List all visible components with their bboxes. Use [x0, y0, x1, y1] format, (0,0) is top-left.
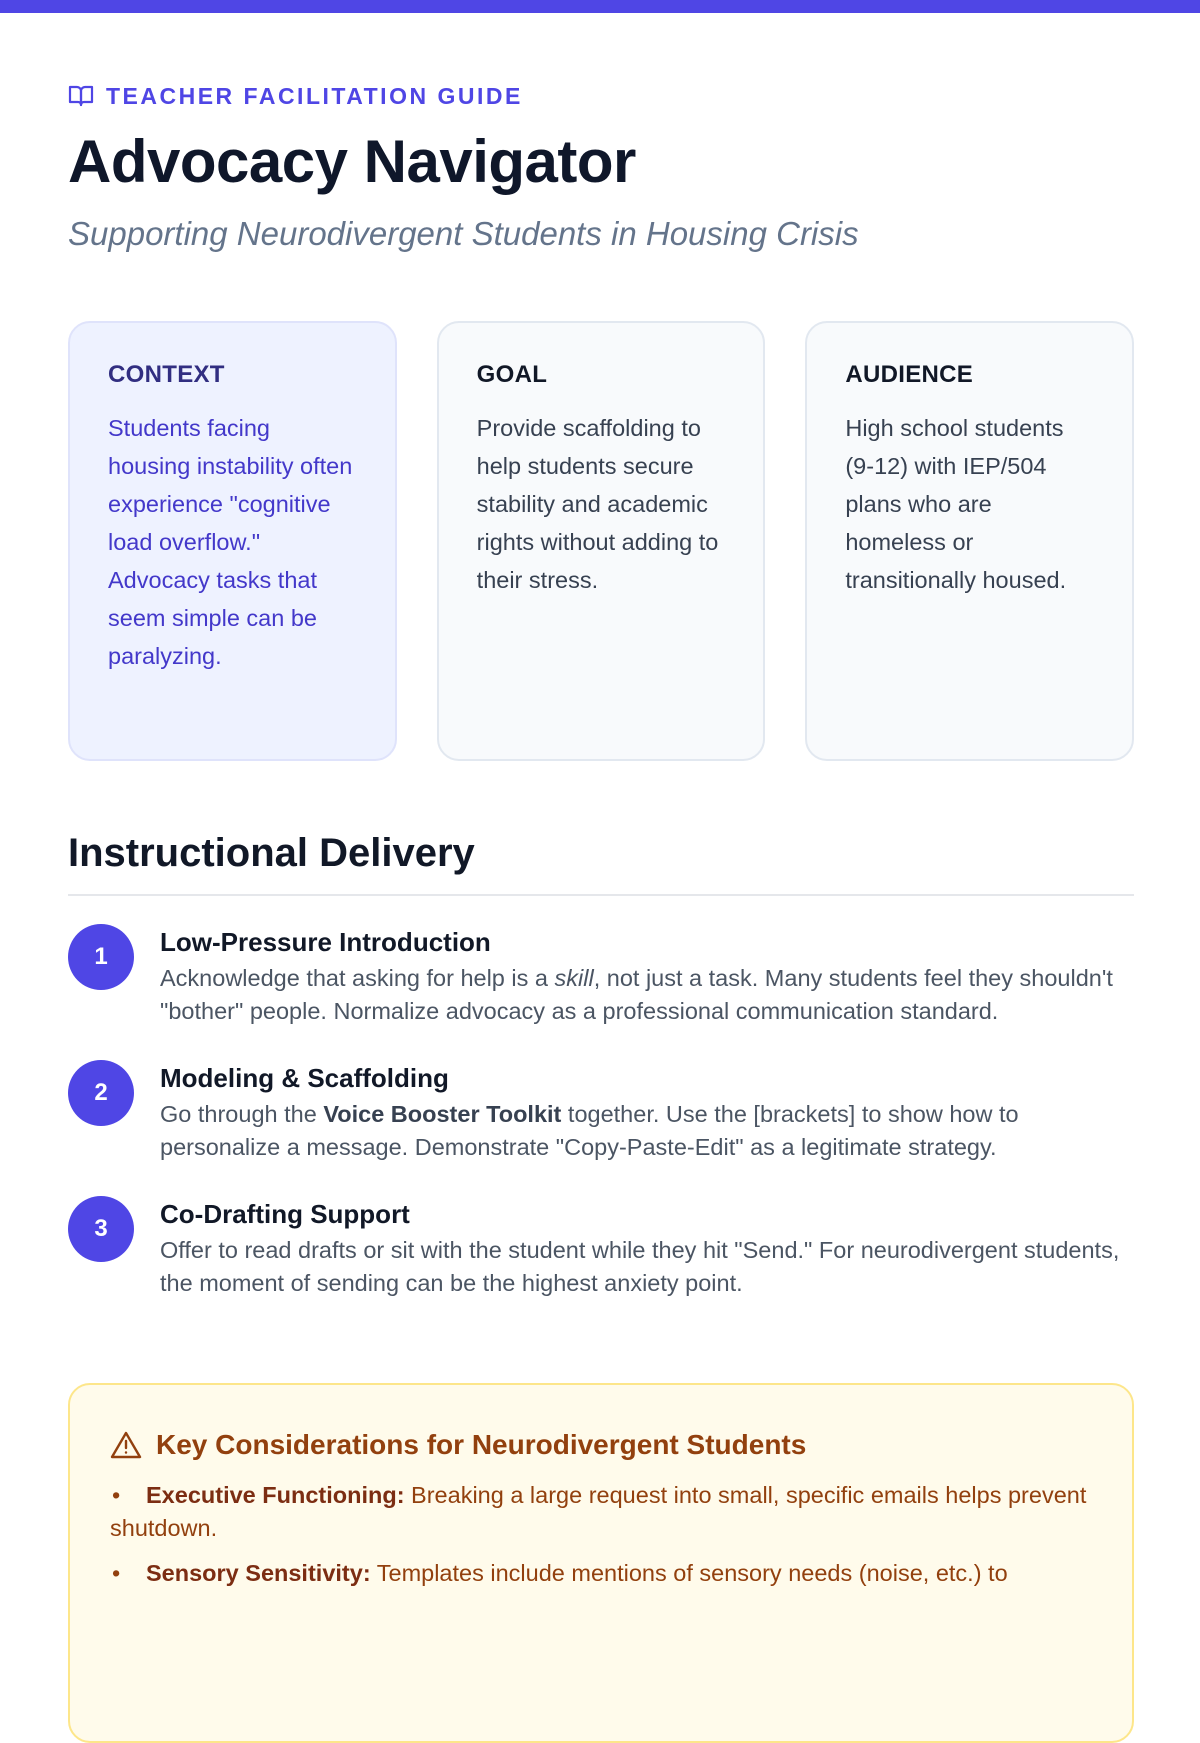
goal-card: [437, 321, 766, 761]
card-title: GOAL: [476, 361, 548, 388]
card-body: High school students (9-12) with IEP/504 plans who are homeless or transitionally housed.: [845, 415, 1067, 593]
section-title-delivery: Instructional Delivery: [68, 831, 475, 875]
step-description: Offer to read drafts or sit with the student while they hit "Send." For neurodivergent students, the moment of sending can be the highest anxiety point.: [160, 1237, 1120, 1296]
context-card: [68, 321, 397, 761]
delivery-steps: [68, 922, 1134, 1330]
item-text: Templates include mentions of sensory needs (noise, etc.) to: [370, 1560, 1008, 1586]
card-title: CONTEXT: [108, 361, 225, 388]
step-description: [160, 1098, 1134, 1164]
step-desc-text: Acknowledge that asking for help is a: [160, 965, 555, 991]
step-content: [160, 1194, 1134, 1300]
audience-card: [805, 321, 1134, 761]
page-title: Advocacy Navigator: [68, 128, 636, 195]
step-desc-emphasis: skill: [554, 965, 594, 991]
section-divider: [68, 894, 1134, 896]
step-number-badge: 1: [68, 924, 134, 990]
step-description: [160, 962, 1134, 1028]
callout-title-text: Key Considerations for Neurodivergent Students: [156, 1429, 807, 1460]
step-content: [160, 1058, 1134, 1164]
list-item: [110, 1557, 1092, 1590]
step-item: [68, 1194, 1134, 1300]
open-book-icon: [68, 84, 94, 108]
guide-page: [68, 80, 1134, 1586]
step-title: Modeling & Scaffolding: [160, 1063, 449, 1093]
step-content: [160, 922, 1134, 1028]
item-label: Executive Functioning:: [146, 1482, 405, 1508]
step-desc-text: together. Use the [brackets] to show how to personalize a message. Demonstrate "Copy-Paste-Edit" as a legitimate strategy.: [160, 1101, 1019, 1160]
info-cards: [68, 321, 1134, 761]
page-subtitle: Supporting Neurodivergent Students in Housing Crisis: [68, 215, 859, 252]
item-label: Sensory Sensitivity:: [146, 1560, 371, 1586]
step-number-badge: 2: [68, 1060, 134, 1126]
list-item: [110, 1479, 1092, 1545]
considerations-callout: [68, 1383, 1134, 1743]
step-desc-strong: Voice Booster Toolkit: [323, 1101, 562, 1127]
step-title: Low-Pressure Introduction: [160, 927, 491, 957]
step-title: Co-Drafting Support: [160, 1199, 410, 1229]
step-number-badge: 3: [68, 1196, 134, 1262]
card-body: Students facing housing instability often experience "cognitive load overflow." Advocacy tasks that seem simple can be paralyzing.: [108, 415, 353, 669]
considerations-list: [110, 1479, 1092, 1590]
top-accent-bar: [0, 0, 1200, 13]
bullet: •: [112, 1482, 121, 1508]
step-desc-text: Go through the: [160, 1101, 324, 1127]
card-body: Provide scaffolding to help students secure stability and academic rights without adding to their stress.: [476, 415, 719, 593]
step-item: [68, 1058, 1134, 1164]
callout-title: [110, 1427, 1092, 1463]
bullet: •: [112, 1560, 121, 1586]
step-item: [68, 922, 1134, 1028]
card-title: AUDIENCE: [845, 361, 974, 388]
step-desc-text: , not just a task. Many students feel they shouldn't "bother" people. Normalize advocacy as a professional communication standard.: [160, 965, 1113, 1024]
warning-triangle-icon: [110, 1430, 142, 1460]
eyebrow-label: TEACHER FACILITATION GUIDE: [106, 82, 523, 109]
item-text: Breaking a large request into small, specific emails helps prevent shutdown.: [110, 1482, 1087, 1541]
eyebrow: [68, 80, 1134, 112]
